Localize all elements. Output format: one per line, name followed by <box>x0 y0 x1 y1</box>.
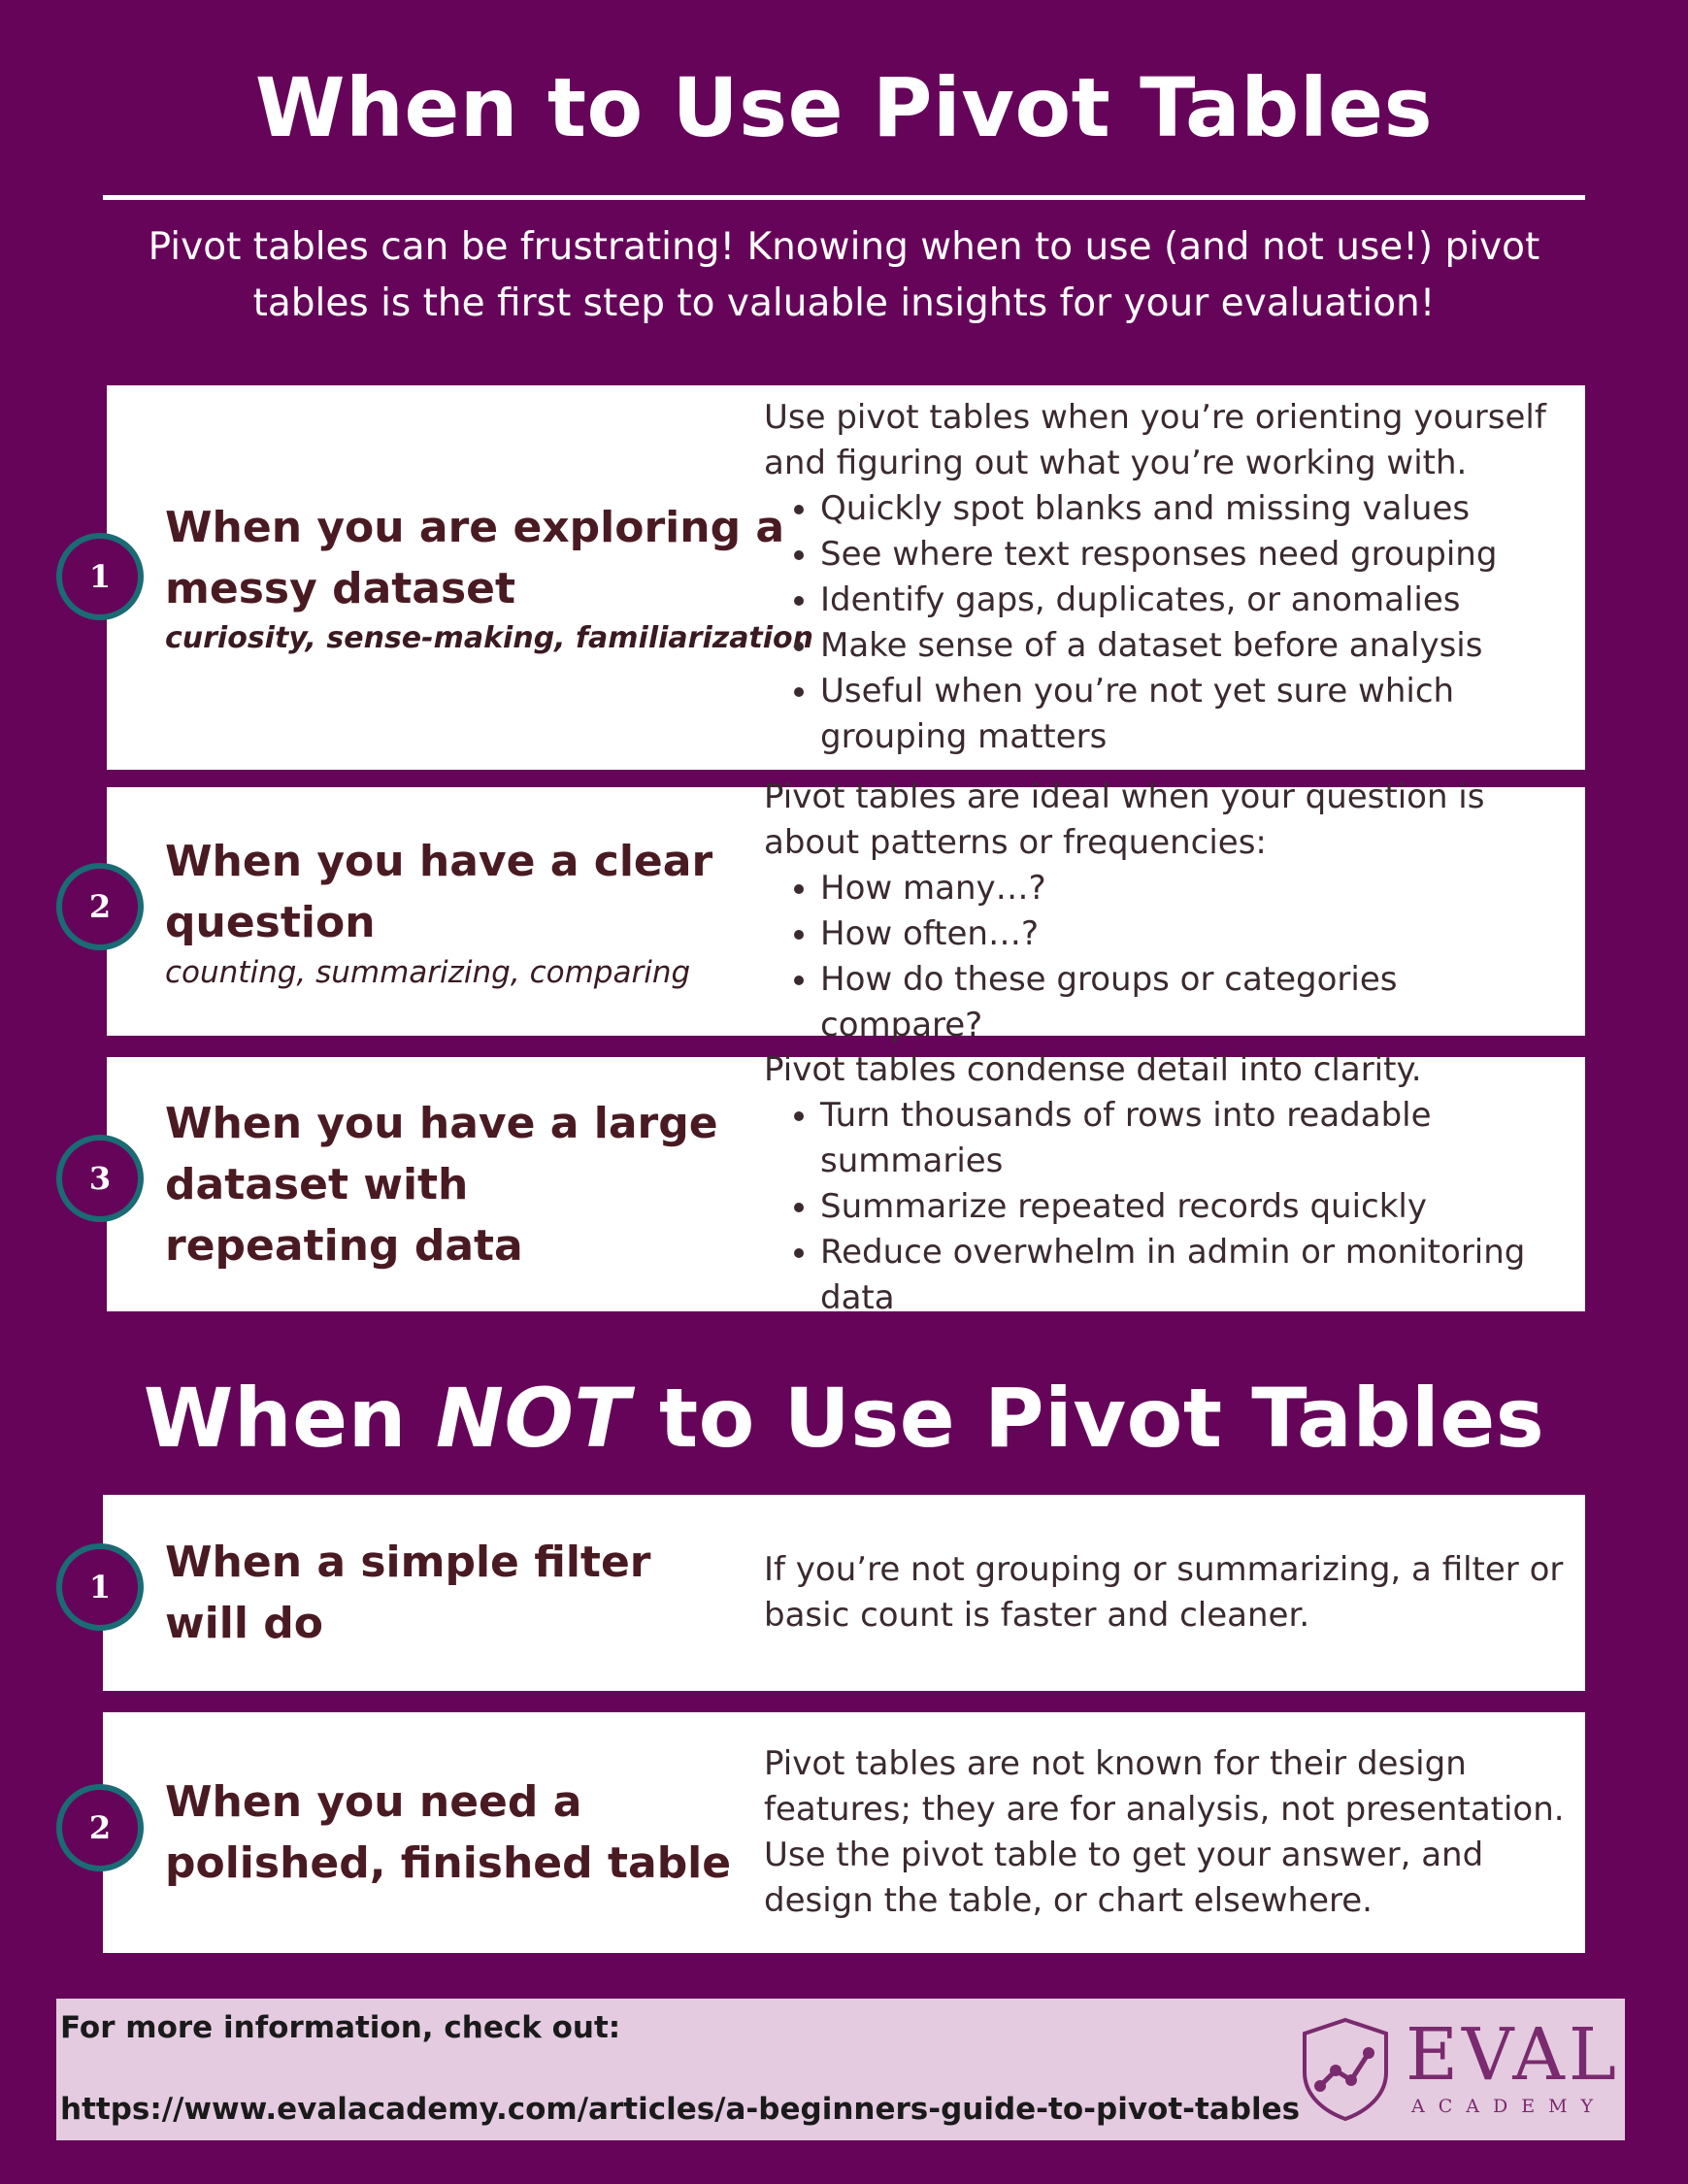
card-subtitle: counting, summarizing, comparing <box>165 955 691 990</box>
card-left <box>165 1057 786 1311</box>
intro-line: tables is the first step to valuable insights for your evaluation! <box>252 281 1436 325</box>
title-divider <box>103 195 1585 200</box>
card-heading <box>165 1093 786 1276</box>
heading-line: will do <box>165 1599 323 1648</box>
title-part: to Use Pivot Tables <box>630 1371 1545 1466</box>
number-badge: 1 <box>56 1543 144 1631</box>
card-body <box>764 1495 1566 1691</box>
bullet-item: • Make sense of a dataset before analysis <box>820 623 1566 669</box>
shield-chart-icon <box>1299 2016 1392 2123</box>
card-body <box>764 1050 1566 1317</box>
card-text: If you’re not grouping or summarizing, a filter or basic count is faster and cleaner. <box>764 1550 1564 1635</box>
bullet-item: • Reduce overwhelm in admin or monitoring data <box>820 1230 1566 1321</box>
not-case-card-1 <box>103 1495 1585 1691</box>
number-badge: 3 <box>56 1135 144 1222</box>
heading-line: question <box>165 898 376 947</box>
footer-label: For more information, check out: <box>60 2010 621 2045</box>
card-bullets <box>764 866 1566 1048</box>
card-text: Pivot tables are not known for their design features; they are for analysis, not presentation. Use the pivot table to get your answer, and design the table, or chart elsewhere. <box>764 1744 1565 1920</box>
card-body <box>764 1712 1566 1953</box>
number-badge: 2 <box>56 863 144 950</box>
heading-line: messy dataset <box>165 564 516 613</box>
title-part: When <box>143 1371 436 1466</box>
logo-subtext: ACADEMY <box>1411 2096 1607 2117</box>
eval-academy-logo <box>1299 2013 1621 2123</box>
heading-line: When a simple filter <box>165 1538 651 1587</box>
bullet-item: • Quickly spot blanks and missing values <box>820 486 1566 532</box>
card-bullets <box>764 1093 1566 1321</box>
card-intro: Pivot tables condense detail into clarity. <box>764 1050 1422 1089</box>
card-heading <box>165 1771 786 1894</box>
bullet-item: • Identify gaps, duplicates, or anomalies <box>820 578 1566 623</box>
heading-line: When you are exploring a <box>165 503 785 552</box>
card-heading <box>165 497 786 619</box>
number-badge: 1 <box>56 533 144 620</box>
bullet-item: • Summarize repeated records quickly <box>820 1184 1566 1230</box>
card-bullets <box>764 486 1566 760</box>
card-body <box>764 385 1566 770</box>
use-case-card-3 <box>107 1050 1585 1317</box>
number-badge: 2 <box>56 1784 144 1871</box>
heading-line: When you need a <box>165 1777 582 1827</box>
footer <box>56 1999 1625 2140</box>
section-title-not <box>0 1371 1688 1466</box>
use-case-card-1 <box>107 385 1585 770</box>
card-left <box>165 787 786 1036</box>
use-case-card-2 <box>107 778 1585 1044</box>
heading-line: When you have a large <box>165 1098 718 1148</box>
card-left <box>165 385 814 770</box>
not-case-card-2 <box>103 1712 1585 1953</box>
intro-text <box>103 219 1585 332</box>
bullet-item: • See where text responses need grouping <box>820 532 1566 578</box>
heading-line: polished, finished table <box>165 1838 732 1888</box>
card-intro: Use pivot tables when you’re orienting yourself and figuring out what you’re working with. <box>764 398 1546 482</box>
card-left <box>165 1495 786 1691</box>
footer-link[interactable]: https://www.evalacademy.com/articles/a-beginners-guide-to-pivot-tables <box>60 2092 1301 2127</box>
card-left <box>165 1712 786 1953</box>
bullet-item: • How many…? <box>820 866 1566 911</box>
bullet-item: • Useful when you’re not yet sure which grouping matters <box>820 669 1566 760</box>
card-intro: Pivot tables are ideal when your question is about patterns or frequencies: <box>764 778 1485 862</box>
card-body <box>764 778 1566 1044</box>
bullet-item: • Turn thousands of rows into readable summaries <box>820 1093 1566 1184</box>
intro-line: Pivot tables can be frustrating! Knowing when to use (and not use!) pivot <box>148 225 1540 269</box>
logo-wordmark: EVAL <box>1406 2013 1621 2097</box>
card-heading <box>165 831 786 953</box>
bullet-item: • How do these groups or categories compare? <box>820 957 1566 1048</box>
heading-line: dataset with <box>165 1159 469 1209</box>
bullet-item: • How often…? <box>820 911 1566 957</box>
heading-line: When you have a clear <box>165 837 713 886</box>
card-subtitle: curiosity, sense-making, familiarization <box>165 621 814 655</box>
heading-line: repeating data <box>165 1220 523 1271</box>
card-heading <box>165 1532 786 1654</box>
page-title: When to Use Pivot Tables <box>254 60 1434 155</box>
title-emphasis: NOT <box>435 1371 631 1466</box>
